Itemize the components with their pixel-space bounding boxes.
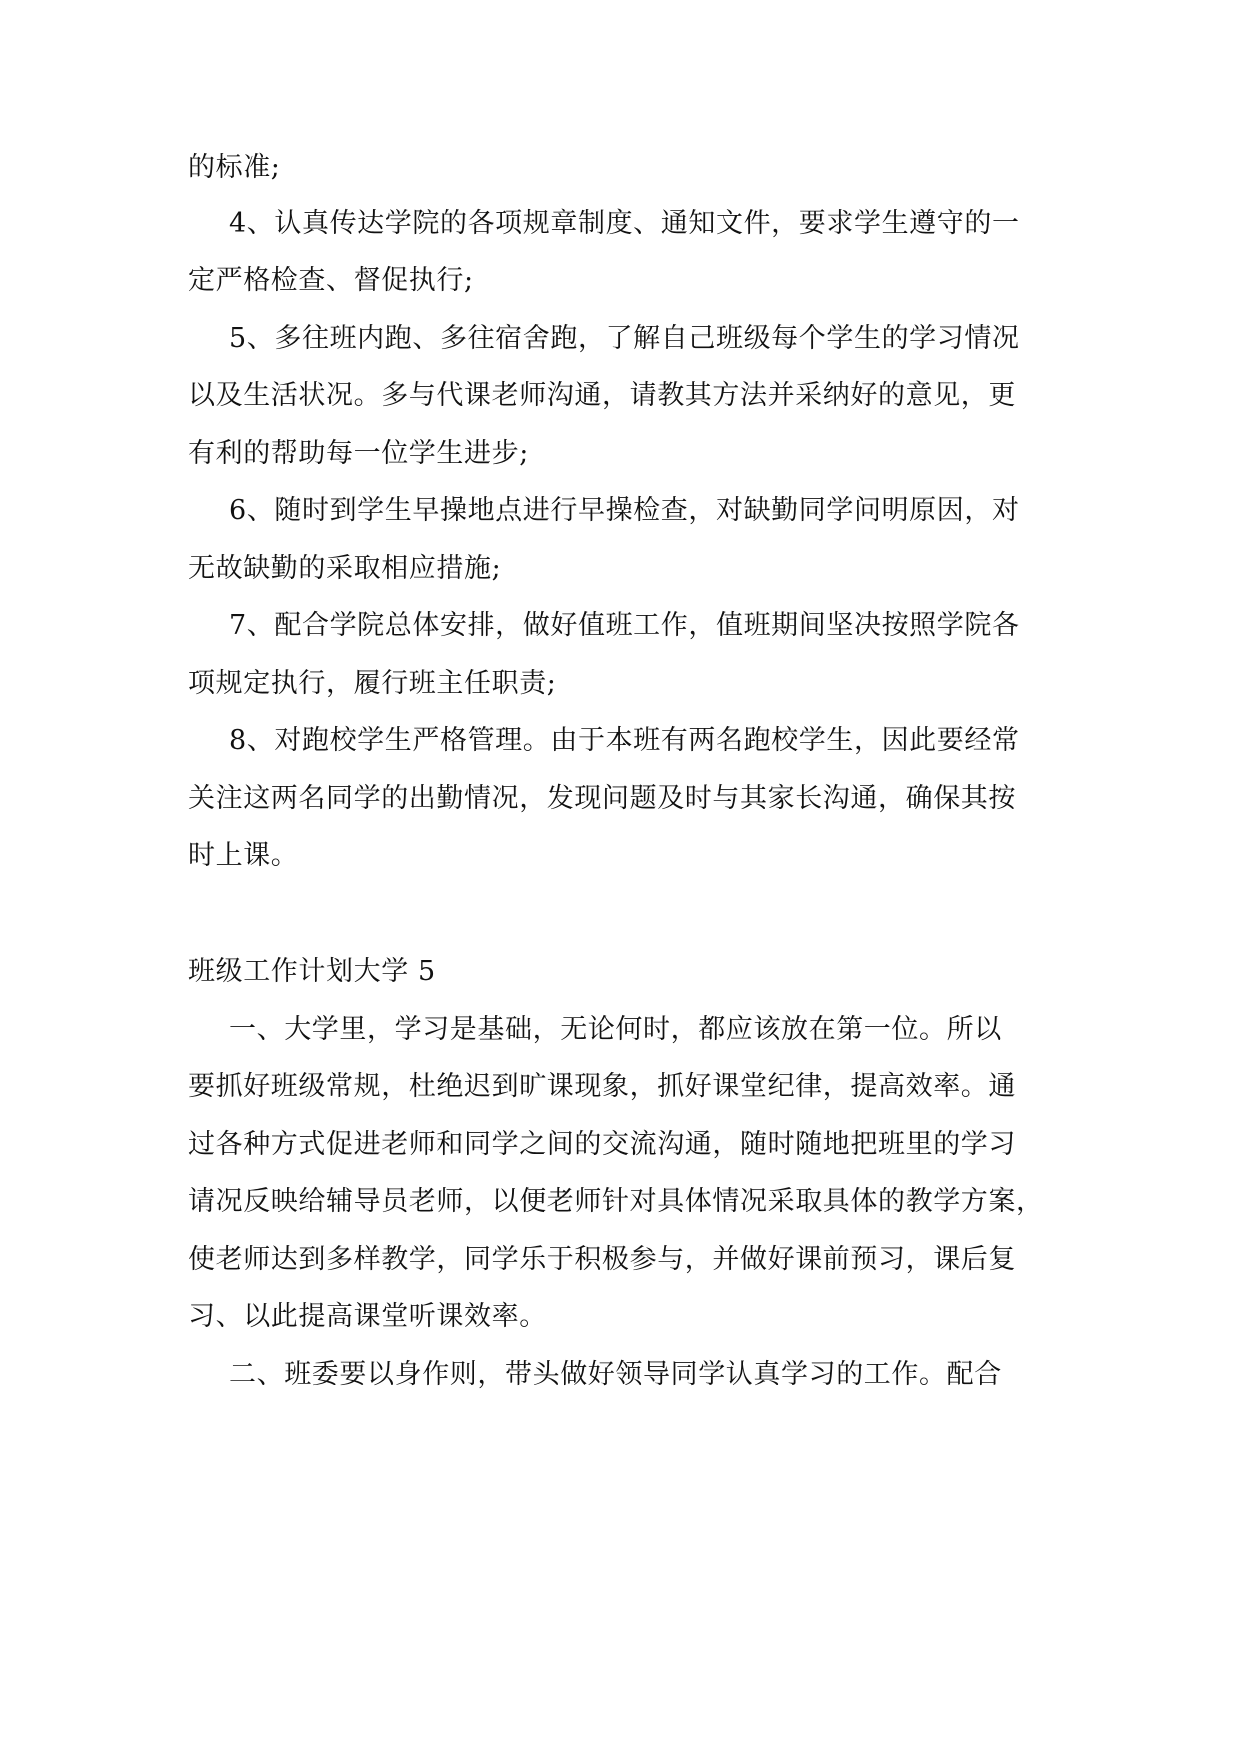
text-line: 定严格检查、督促执行; xyxy=(188,265,474,296)
text-line: 使老师达到多样教学，同学乐于积极参与，并做好课前预习，课后复 xyxy=(188,1244,1016,1275)
text-line: 8、对跑校学生严格管理。由于本班有两名跑校学生，因此要经常 xyxy=(229,725,1020,756)
text-line: 以及生活状况。多与代课老师沟通，请教其方法并采纳好的意见，更 xyxy=(188,380,1016,411)
text-line: 请况反映给辅导员老师，以便老师针对具体情况采取具体的教学方案， xyxy=(188,1186,1044,1217)
text-line: 4、认真传达学院的各项规章制度、通知文件，要求学生遵守的一 xyxy=(229,208,1020,239)
text-line: 过各种方式促进老师和同学之间的交流沟通，随时随地把班里的学习 xyxy=(188,1129,1016,1160)
text-line: 要抓好班级常规，杜绝迟到旷课现象，抓好课堂纪律，提高效率。通 xyxy=(188,1071,1016,1102)
text-line: 一、大学里，学习是基础，无论何时，都应该放在第一位。所以 xyxy=(229,1014,1002,1045)
text-line: 习、以此提高课堂听课效率。 xyxy=(188,1301,547,1332)
text-line: 项规定执行，履行班主任职责; xyxy=(188,668,557,699)
text-line: 5、多往班内跑、多往宿舍跑，了解自己班级每个学生的学习情况 xyxy=(229,323,1020,354)
text-line: 的标准; xyxy=(188,152,281,183)
text-line: 二、班委要以身作则，带头做好领导同学认真学习的工作。配合 xyxy=(229,1359,1002,1390)
text-line: 关注这两名同学的出勤情况，发现问题及时与其家长沟通，确保其按 xyxy=(188,783,1016,814)
section-heading: 班级工作计划大学 5 xyxy=(188,956,436,987)
text-line: 无故缺勤的采取相应措施; xyxy=(188,553,502,584)
text-line: 时上课。 xyxy=(188,840,299,871)
text-line: 6、随时到学生早操地点进行早操检查，对缺勤同学问明原因，对 xyxy=(229,495,1020,526)
text-line: 有利的帮助每一位学生进步; xyxy=(188,438,529,469)
text-line: 7、配合学院总体安排，做好值班工作，值班期间坚决按照学院各 xyxy=(229,610,1020,641)
